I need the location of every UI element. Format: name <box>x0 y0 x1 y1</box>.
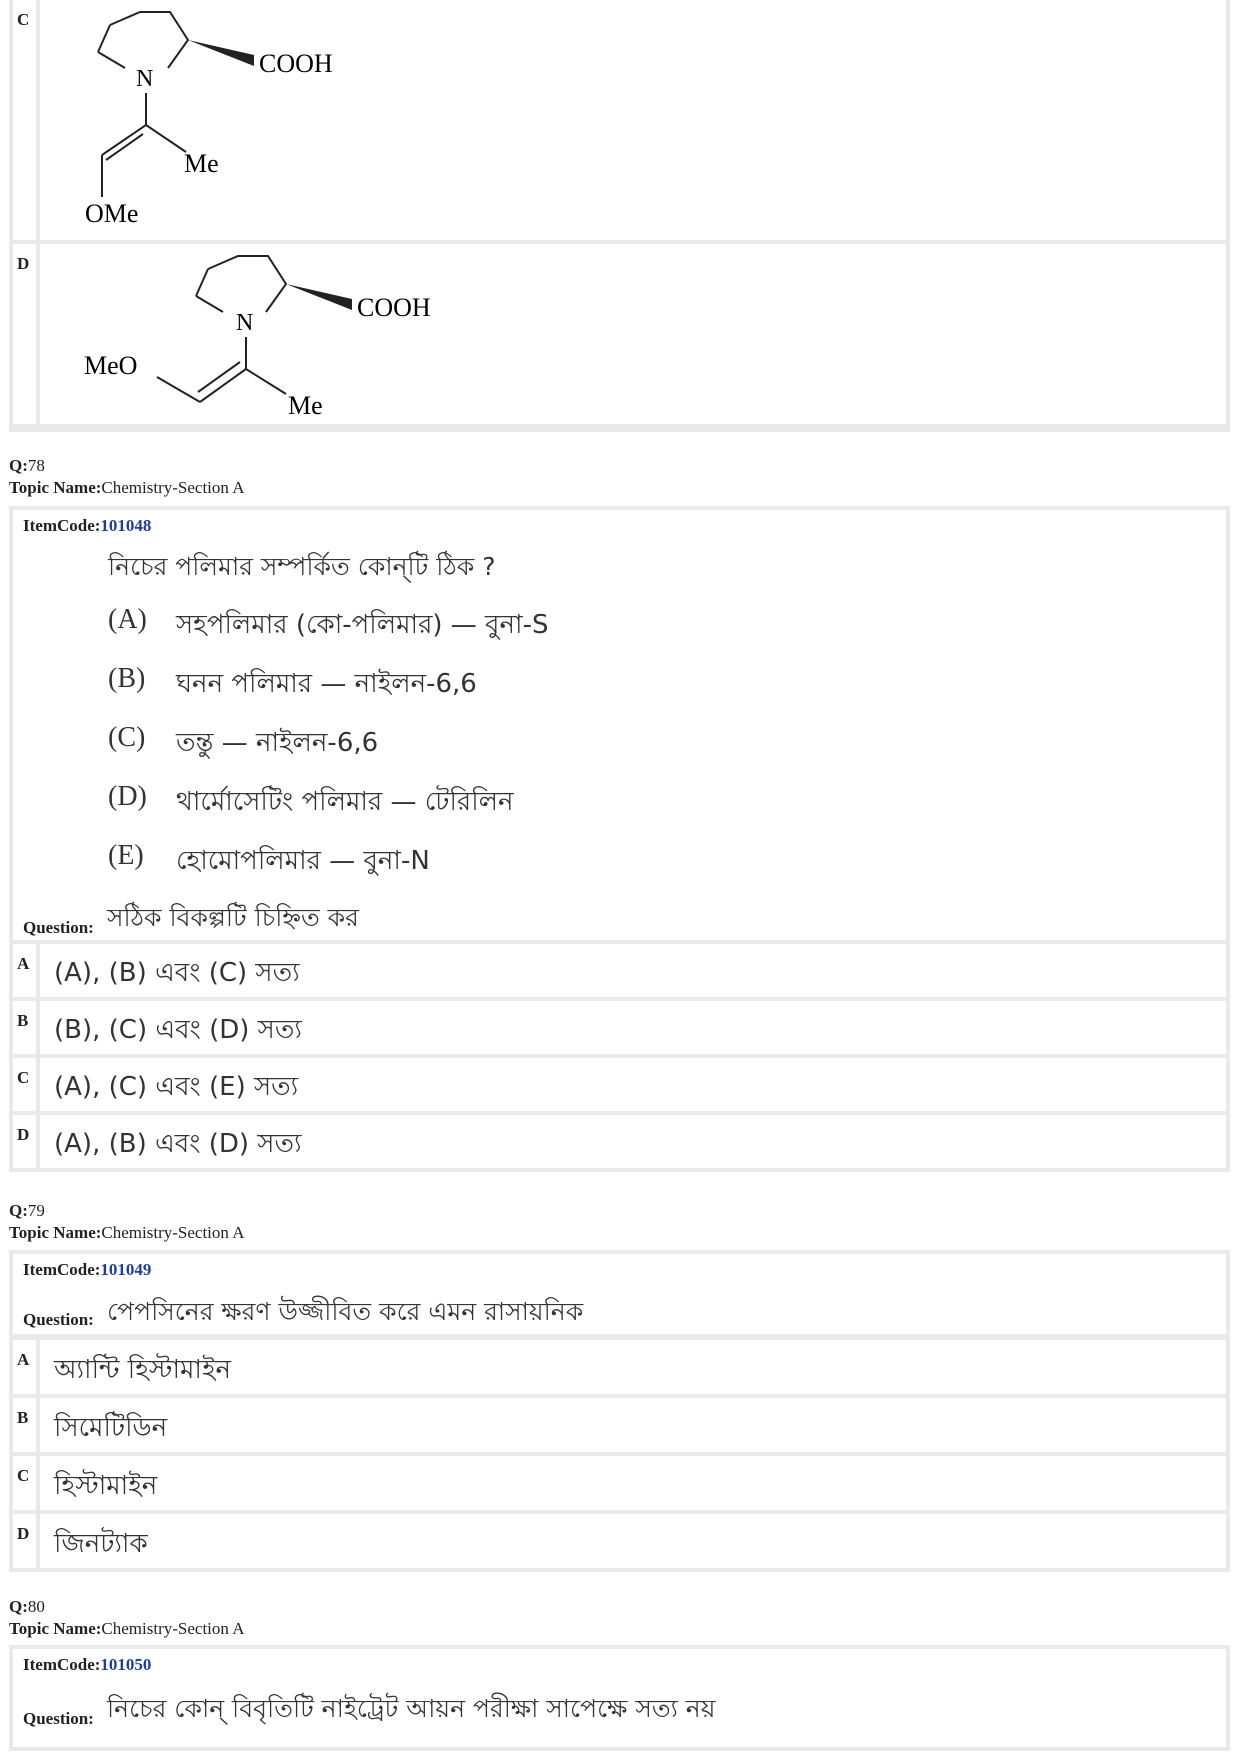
topic-label: Topic Name: <box>9 1223 102 1242</box>
topic-label: Topic Name: <box>9 478 102 497</box>
topic-name: Chemistry-Section A <box>101 1223 245 1242</box>
question-label: Question: <box>23 1709 94 1728</box>
option-text: অ্যান্টি হিস্টামাইন <box>54 1355 232 1385</box>
methyl-label: Me <box>184 149 219 178</box>
options-table-78 <box>9 940 1230 1172</box>
question-text: নিচের কোন্‌ বিবৃতিটি নাইট্রেট আয়ন পরীক্ষা সাপেক্ষে সত্য নয় <box>107 1694 716 1723</box>
option-text: হিস্টামাইন <box>54 1471 158 1501</box>
option-row-b[interactable]: B (B), (C) এবং (D) সত্য <box>13 1001 1226 1054</box>
structure-d-diagram <box>40 244 460 420</box>
question-label: Question: <box>23 918 94 937</box>
q-label: Q: <box>9 1201 28 1220</box>
nitrogen-label: N <box>136 66 154 92</box>
option-row-d[interactable] <box>13 244 1226 424</box>
structure-c-diagram <box>40 0 440 236</box>
option-text: (A), (C) এবং (E) সত্য <box>54 1072 299 1102</box>
option-letter: C <box>13 0 40 240</box>
acid-label: COOH <box>259 49 333 78</box>
topic-name: Chemistry-Section A <box>101 478 245 497</box>
q-number: 80 <box>27 1597 45 1616</box>
option-row-a[interactable]: A অ্যান্টি হিস্টামাইন <box>13 1340 1226 1394</box>
options-table-79 <box>9 1336 1230 1572</box>
option-text: সিমেটিডিন <box>54 1413 168 1443</box>
nitrogen-label: N <box>236 310 254 336</box>
q-label: Q: <box>9 456 28 475</box>
question-text: পেপসিনের ক্ষরণ উজ্জীবিত করে এমন রাসায়নিক <box>107 1297 584 1326</box>
q-label: Q: <box>9 1597 28 1616</box>
q-number: 79 <box>27 1201 45 1220</box>
structure-c <box>40 0 1226 240</box>
itemcode: ItemCode:101049 <box>23 1260 152 1279</box>
question-box-80 <box>9 1645 1230 1751</box>
option-row-c[interactable]: C (A), (C) এবং (E) সত্য <box>13 1058 1226 1111</box>
option-row-a[interactable]: A (A), (B) এবং (C) সত্য <box>13 944 1226 997</box>
topic-label: Topic Name: <box>9 1619 102 1638</box>
methyl-label: Me <box>288 391 323 420</box>
option-row-c[interactable]: C হিস্টামাইন <box>13 1456 1226 1510</box>
option-row-d[interactable]: D জিনট্যাক <box>13 1514 1226 1568</box>
question-box-79 <box>9 1250 1230 1338</box>
question-header-80 <box>9 1596 244 1640</box>
question-stem: নিচের পলিমার সম্পর্কিত কোন্‌টি ঠিক ? <box>108 552 496 581</box>
prev-options-table <box>9 0 1230 432</box>
question-header-78 <box>9 455 244 499</box>
option-row-b[interactable]: B সিমেটিডিন <box>13 1398 1226 1452</box>
methoxy-label: OMe <box>85 199 139 228</box>
itemcode: ItemCode:101050 <box>23 1655 152 1674</box>
option-text: (A), (B) এবং (D) সত্য <box>54 1129 302 1159</box>
option-row-d[interactable]: D (A), (B) এবং (D) সত্য <box>13 1115 1226 1168</box>
option-text: (A), (B) এবং (C) সত্য <box>54 958 300 988</box>
itemcode: ItemCode:101048 <box>23 516 152 535</box>
option-letter: D <box>13 244 40 424</box>
option-text: (B), (C) এবং (D) সত্য <box>54 1015 302 1045</box>
question-box-78: ItemCode:101048 নিচের পলিমার সম্পর্কিত কোন্‌টি ঠিক ? (A) সহপলিমার (কো-পলিমার) — বুনা-S (B) ঘনন পলিমার — নাইলন-6,6 (C) তন্তু — নাইলন-6,6 (D) থার্মোসেটিং পলিমার — টেরিলিন (E) হোমোপলিমার — বুনা-N Question: সঠিক বিকল্পটি চিহ্নিত কর <box>9 506 1230 946</box>
option-text: জিনট্যাক <box>54 1529 148 1559</box>
topic-name: Chemistry-Section A <box>101 1619 245 1638</box>
acid-label: COOH <box>357 293 431 322</box>
methoxy-label: MeO <box>84 351 138 380</box>
question-label: Question: <box>23 1310 94 1329</box>
q-number: 78 <box>27 456 45 475</box>
question-text: সঠিক বিকল্পটি চিহ্নিত কর <box>107 903 359 932</box>
question-header-79 <box>9 1200 244 1244</box>
option-row-c[interactable] <box>13 0 1226 240</box>
structure-d <box>40 244 1226 424</box>
